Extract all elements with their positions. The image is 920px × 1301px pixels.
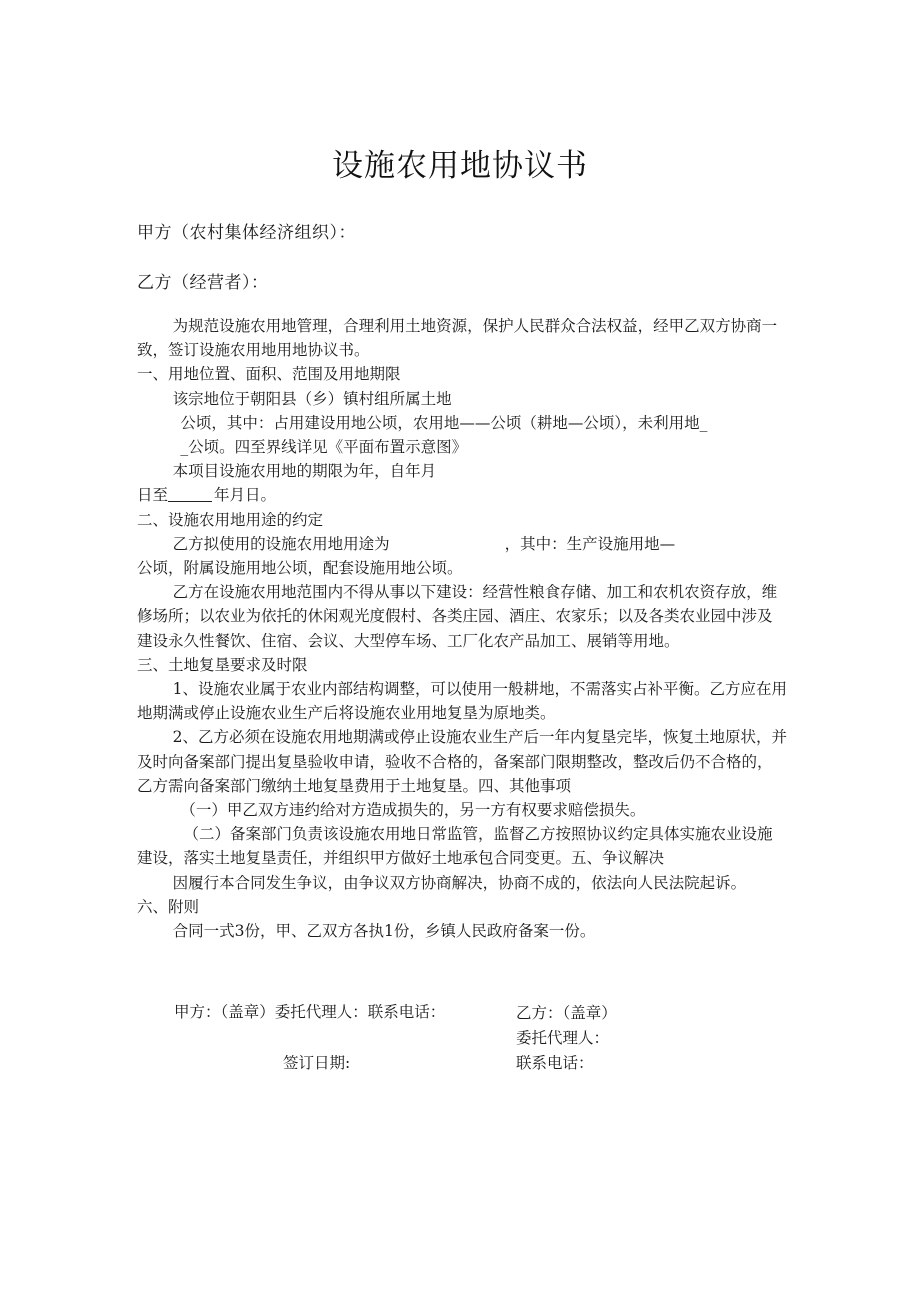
party-b-label: 乙方（经营者）： bbox=[137, 273, 269, 293]
dispute-paragraph: 因履行本合同发生争议，由争议双方协商解决，协商不成的，依法向人民法院起诉。 bbox=[172, 873, 747, 892]
signing-date-label: 签订日期: bbox=[283, 1054, 351, 1072]
land-term-line-1: 本项目设施农用地的期限为年，自年月 bbox=[172, 462, 437, 481]
section-2-heading: 二、设施农用地用途的约定 bbox=[137, 510, 324, 529]
term-day-to: 日至 bbox=[137, 486, 169, 505]
land-area-line-2: _公顷。四至界线详见《平面布置示意图》 bbox=[180, 438, 468, 457]
land-use-line-2: 公顷，附属设施用地公顷，配套设施用地公顷。 bbox=[137, 559, 463, 578]
land-term-line-2 bbox=[137, 483, 787, 507]
land-use-label: 乙方拟使用的设施农用地用途为 bbox=[172, 534, 390, 553]
document-title: 设施农用地协议书 bbox=[332, 148, 588, 184]
term-end-date: 年月日。 bbox=[214, 486, 277, 505]
land-location-line: 该宗地位于朝阳县（乡）镇村组所属土地 bbox=[172, 389, 452, 408]
land-use-line-1 bbox=[137, 532, 787, 556]
party-b-agent-label: 委托代理人： bbox=[516, 1029, 610, 1047]
reclaim-item-1: 1、设施农业属于农业内部结构调整，可以使用一般耕地，不需落实占补平衡。乙方应在用地期满或停止设施农业生产后将设施农业用地复垦为原地类。 bbox=[137, 680, 788, 723]
intro-paragraph: 为规范设施农用地管理，合理利用土地资源，保护人民群众合法权益，经甲乙双方协商一致，签订设施农用地用地协议书。 bbox=[137, 317, 778, 360]
party-b-phone-label: 联系电话： bbox=[516, 1054, 594, 1072]
agreement-body bbox=[137, 314, 787, 943]
production-facility-label: ，其中：生产设施用地— bbox=[504, 534, 676, 553]
party-b-seal-label: 乙方：（盖章） bbox=[516, 1004, 617, 1022]
blank-underline bbox=[168, 486, 212, 503]
section-3-heading: 三、土地复垦要求及时限 bbox=[137, 655, 308, 674]
section-1-heading: 一、用地位置、面积、范围及用地期限 bbox=[137, 365, 401, 384]
other-item-1: （一）甲乙双方违约给对方造成损失的，另一方有权要求赔偿损失。 bbox=[180, 801, 646, 820]
copies-paragraph: 合同一式3份，甲、乙双方各执1份，乡镇人民政府备案一份。 bbox=[172, 922, 596, 941]
party-a-label: 甲方（农村集体经济组织）： bbox=[137, 223, 356, 243]
party-a-signature-line: 甲方：（盖章）委托代理人：联系电话： bbox=[174, 1003, 446, 1021]
land-area-line-1: 公顷，其中：占用建设用地公顷，农用地——公顷（耕地—公顷），未利用地_ bbox=[180, 413, 708, 432]
restriction-paragraph: 乙方在设施农用地范围内不得从事以下建设：经营性粮食存储、加工和农机农资存放，维修场所；以农业为依托的休闲观光度假村、各类庄园、酒庄、农家乐；以及各类农业园中涉及建设永久性餐饮、住宿、会议、大型停车场、工厂化农产品加工、展销等用地。 bbox=[137, 583, 778, 650]
reclaim-item-2: 2、乙方必须在设施农用地期满或停止设施农业生产后一年内复垦完毕，恢复土地原状，并及时向备案部门提出复垦验收申请，验收不合格的，备案部门限期整改，整改后仍不合格的，乙方需向备案部门缴纳土地复垦费用于土地复垦。四、其他事项 bbox=[137, 728, 788, 795]
other-item-2: （二）备案部门负责该设施农用地日常监管，监督乙方按照协议约定具体实施农业设施建设，落实土地复垦责任，并组织甲方做好土地承包合同变更。五、争议解决 bbox=[137, 825, 773, 868]
section-6-heading: 六、附则 bbox=[137, 897, 200, 916]
